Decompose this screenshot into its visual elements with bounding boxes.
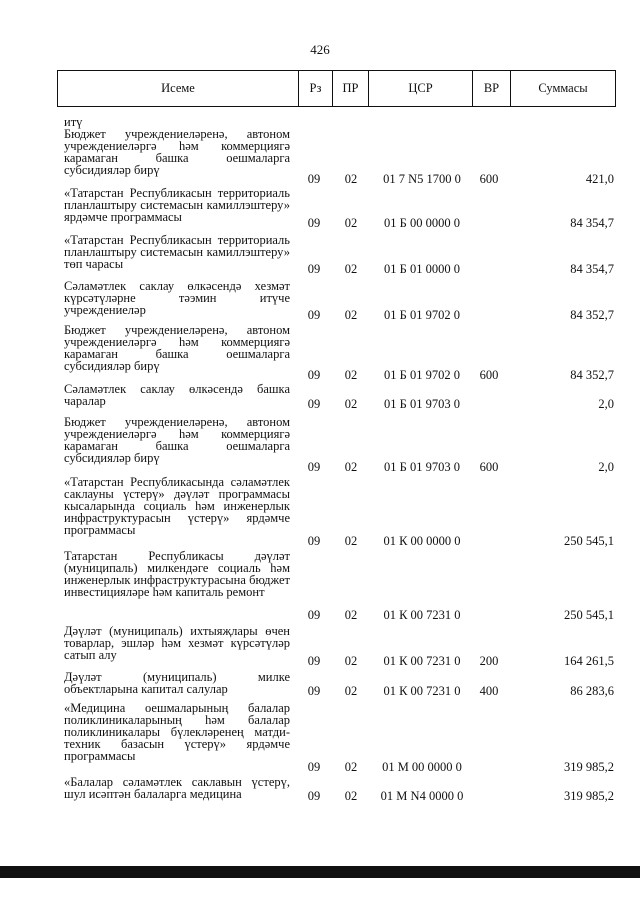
row-sum: 164 261,5	[564, 654, 614, 668]
row-sum: 250 545,1	[564, 534, 614, 548]
row-rz: 09	[307, 789, 321, 803]
row-pr: 02	[344, 789, 358, 803]
row-name: Бюджет учреждениеләренә, автоном учреждениеләргә һәм коммерциягә карамаган башка оешмаларга субсидияләр бирү	[64, 127, 290, 177]
row-rz: 09	[307, 397, 321, 411]
row-pr: 02	[344, 172, 358, 186]
row-rz: 09	[307, 654, 321, 668]
row-pr: 02	[344, 608, 358, 622]
row-csr: 01 Б 01 9703 0	[384, 460, 460, 474]
row-rz: 09	[307, 608, 321, 622]
header-name: Исеме	[161, 81, 195, 95]
row-pr: 02	[344, 262, 358, 276]
header-rz: Рз	[298, 71, 332, 106]
row-name: «Медицина оешмаларының балалар поликлиникаларының һәм балалар поликлиникалары бүлекләренең матди-техник базасын үстерү» ярдәмче программасы	[64, 701, 290, 763]
row-name: «Татарстан Республикасын территориаль планлаштыру системасын камиллэштеру» төп чарасы	[64, 233, 290, 271]
row-sum: 84 354,7	[570, 262, 614, 276]
header-sum: Суммасы	[510, 71, 615, 106]
row-sum: 250 545,1	[564, 608, 614, 622]
row-pr: 02	[344, 397, 358, 411]
row-csr: 01 К 00 7231 0	[383, 684, 461, 698]
row-rz: 09	[307, 684, 321, 698]
header-vr: ВР	[472, 71, 510, 106]
row-csr: 01 Б 01 9702 0	[384, 368, 460, 382]
row-rz: 09	[307, 460, 321, 474]
row-vr: 600	[479, 368, 499, 382]
row-csr: 01 Б 01 9703 0	[384, 397, 460, 411]
row-csr: 01 К 00 7231 0	[383, 654, 461, 668]
row-name: Татарстан Республикасы дәүләт (муниципаль) милкендәге социаль һәм инженерлык инфраструктурасына бюджет инвестицияләре һәм капиталь ремонт	[64, 549, 290, 599]
row-rz: 09	[307, 368, 321, 382]
row-vr: 400	[479, 684, 499, 698]
row-rz: 09	[307, 172, 321, 186]
row-pr: 02	[344, 654, 358, 668]
row-rz: 09	[307, 262, 321, 276]
row-pr: 02	[344, 534, 358, 548]
row-pr: 02	[344, 216, 358, 230]
row-name: Бюджет учреждениеләренә, автоном учреждениеләргә һәм коммерциягә карамаган башка оешмаларга субсидияләр бирү	[64, 415, 290, 465]
row-csr: 01 К 00 7231 0	[383, 608, 461, 622]
row-sum: 421,0	[585, 172, 614, 186]
header-csr: ЦСР	[368, 71, 472, 106]
row-csr: 01 М N4 0000 0	[380, 789, 464, 803]
row-sum: 2,0	[598, 397, 614, 411]
header-pr: ПР	[332, 71, 368, 106]
row-name: Сәламәтлек саклау өлкәсендә хезмәт күрсәтүләрне тәэмин итүче учреждениеләр	[64, 279, 290, 317]
row-csr: 01 М 00 0000 0	[382, 760, 462, 774]
row-pr: 02	[344, 460, 358, 474]
row-sum: 319 985,2	[564, 760, 614, 774]
row-csr: 01 7 N5 1700 0	[383, 172, 461, 186]
scan-bottom-border	[0, 866, 640, 878]
row-pr: 02	[344, 368, 358, 382]
row-name: Сәламәтлек саклау өлкәсендә башка чаралар	[64, 382, 290, 408]
row-sum: 84 352,7	[570, 308, 614, 322]
row-csr: 01 Б 00 0000 0	[384, 216, 460, 230]
row-vr: 200	[479, 654, 499, 668]
table-header	[57, 70, 616, 107]
page-number: 426	[310, 42, 330, 57]
row-sum: 84 354,7	[570, 216, 614, 230]
row-name: «Балалар сәламәтлек саклавын үстерү, шул исәптән балаларга медицина	[64, 775, 290, 801]
row-pr: 02	[344, 308, 358, 322]
row-pr: 02	[344, 684, 358, 698]
row-rz: 09	[307, 534, 321, 548]
row-rz: 09	[307, 760, 321, 774]
row-sum: 2,0	[598, 460, 614, 474]
row-name: «Татарстан Республикасын территориаль планлаштыру системасын камиллэштеру» ярдәмче программасы	[64, 186, 290, 224]
row-csr: 01 К 00 0000 0	[383, 534, 461, 548]
row-pr: 02	[344, 760, 358, 774]
row-sum: 86 283,6	[570, 684, 614, 698]
row-name: итү	[64, 115, 83, 129]
row-csr: 01 Б 01 9702 0	[384, 308, 460, 322]
row-vr: 600	[479, 460, 499, 474]
row-name: Бюджет учреждениеләренә, автоном учреждениеләргә һәм коммерциягә карамаган башка оешмаларга субсидияләр бирү	[64, 323, 290, 373]
row-name: Дәүләт (муниципаль) милке объектларына капитал салулар	[64, 670, 290, 696]
row-csr: 01 Б 01 0000 0	[384, 262, 460, 276]
row-rz: 09	[307, 308, 321, 322]
row-sum: 84 352,7	[570, 368, 614, 382]
row-sum: 319 985,2	[564, 789, 614, 803]
row-rz: 09	[307, 216, 321, 230]
row-vr: 600	[479, 172, 499, 186]
row-name: «Татарстан Республикасында сәламәтлек саклауны үстерү» дәүләт программасы кысаларында социаль һәм инженерлык инфраструктурасын үстерү» ярдәмче программасы	[64, 475, 290, 537]
row-name: Дәүләт (муниципаль) ихтыяҗлары өчен товарлар, эшләр һәм хезмәт күрсәтүләр сатып алу	[64, 624, 290, 662]
